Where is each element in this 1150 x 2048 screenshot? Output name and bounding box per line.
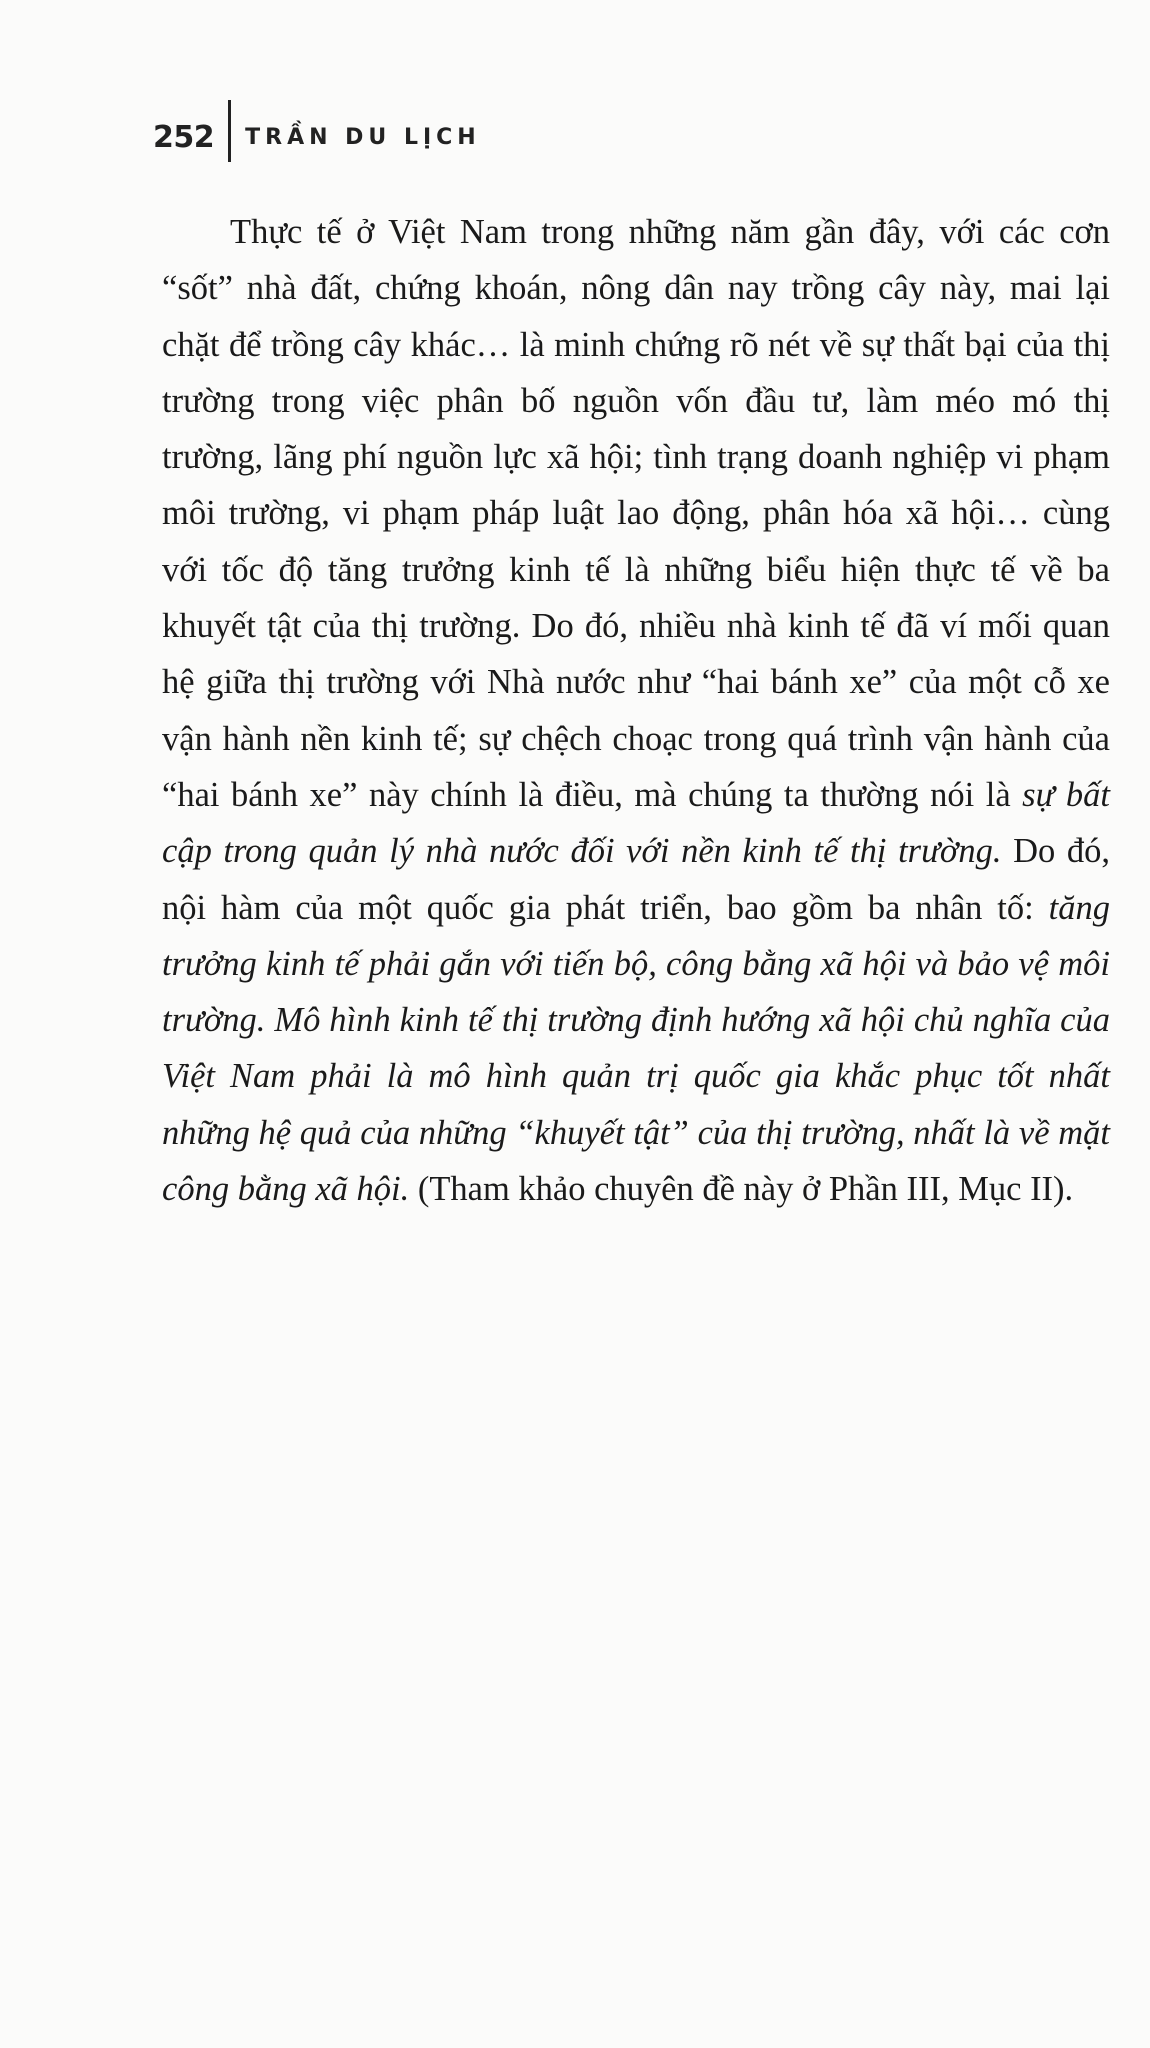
- paragraph-italic-part1: sự bất cập trong quản lý nhà nước đối với nền kinh tế thị trường.: [162, 775, 1111, 871]
- paragraph-text-part1: Thực tế ở Việt Nam trong những năm gần đây, với các cơn “sốt” nhà đất, chứng khoán, nông dân nay trồng cây này, mai lại chặt để trồng cây khác… là minh chứng rõ nét về sự thất bại của thị trường trong việc phân bố nguồn vốn đầu tư, làm méo mó thị trường, lãng phí nguồn lực xã hội; tình trạng doanh nghiệp vi phạm môi trường, vi phạm pháp luật lao động, phân hóa xã hội… cùng với tốc độ tăng trưởng kinh tế là những biểu hiện thực tế về ba khuyết tật của thị trường. Do đó, nhiều nhà kinh tế đã ví mối quan hệ giữa thị trường với Nhà nước như “hai bánh xe” của một cỗ xe vận hành nền kinh tế; sự chệch choạc trong quá trình vận hành của “hai bánh xe” này chính là điều, mà chúng ta thường nói là: [162, 213, 1110, 814]
- header-divider: [228, 100, 231, 162]
- running-header: [153, 102, 481, 172]
- body-paragraph: [162, 204, 1110, 1217]
- paragraph-text-part3: (Tham khảo chuyên đề này ở Phần III, Mục II).: [409, 1170, 1074, 1209]
- paragraph-text-part2: Do đó, nội hàm của một quốc gia phát triển, bao gồm ba nhân tố:: [162, 832, 1110, 927]
- author-name: TRẦN DU LỊCH: [245, 124, 481, 150]
- page-number: 252: [153, 119, 215, 155]
- paragraph-italic-part2: tăng trưởng kinh tế phải gắn với tiến bộ, công bằng xã hội và bảo vệ môi trường. Mô hình kinh tế thị trường định hướng xã hội chủ nghĩa của Việt Nam phải là mô hình quản trị quốc gia khắc phục tốt nhất những hệ quả của những “khuyết tật” của thị trường, nhất là về mặt công bằng xã hội.: [162, 888, 1110, 1209]
